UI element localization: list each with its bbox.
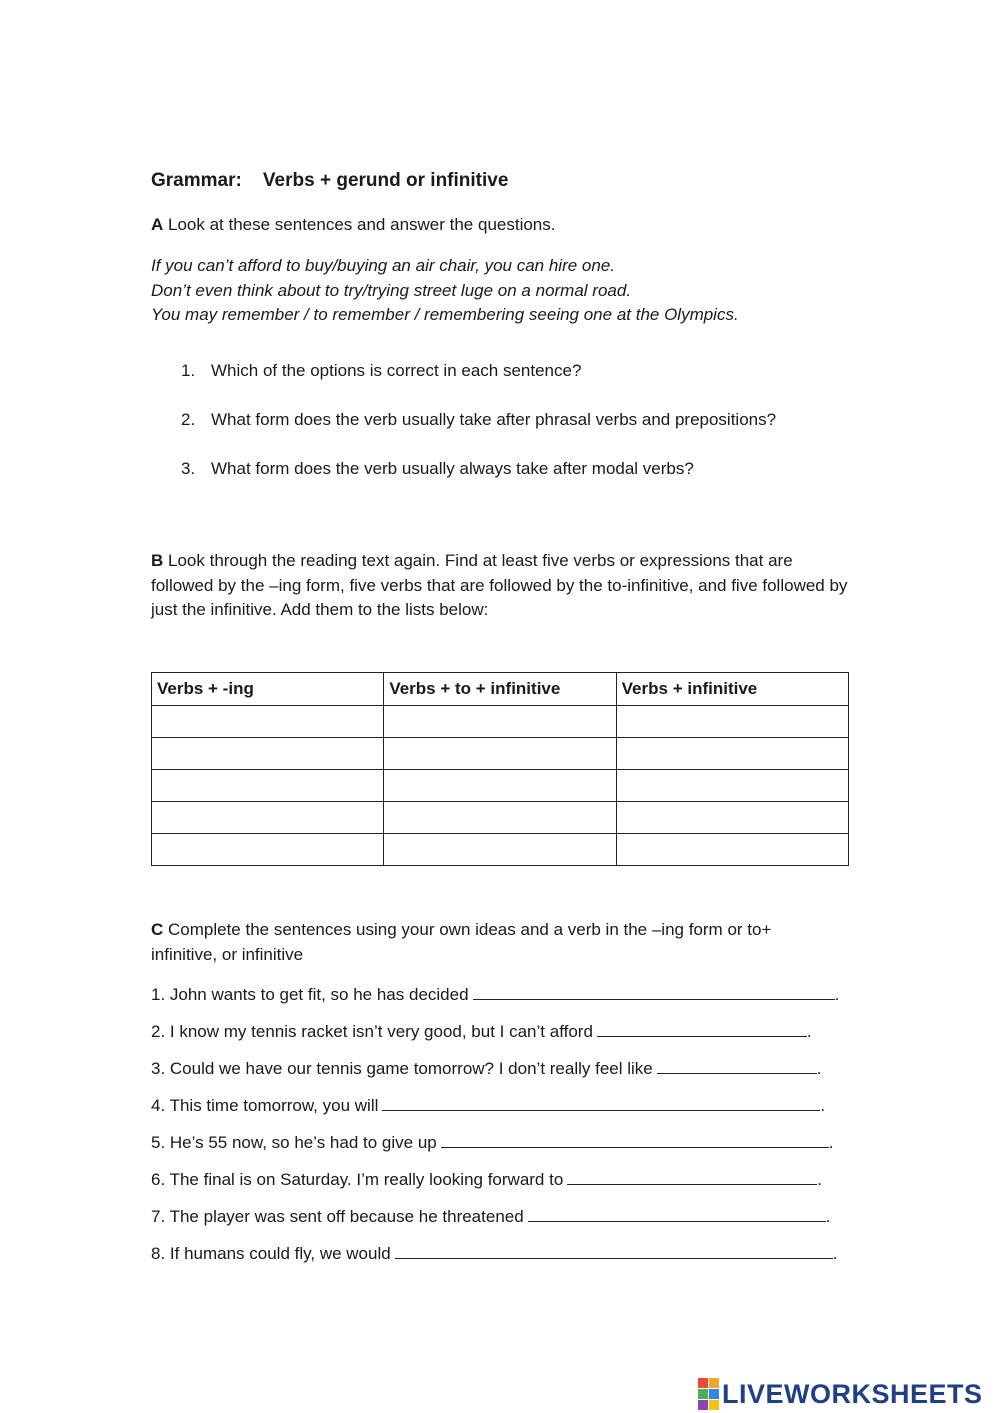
answer-blank[interactable]: [441, 1131, 829, 1148]
section-c-instruction: [151, 918, 841, 967]
completion-sentence: [151, 983, 839, 1005]
example-sentence: Don’t even think about to try/trying street luge on a normal road.: [151, 280, 632, 300]
section-a-text: Look at these sentences and answer the questions.: [163, 215, 556, 234]
question-number: 2.: [181, 410, 196, 429]
answer-cell[interactable]: [152, 802, 384, 834]
table-row: [152, 834, 849, 866]
table-row: [152, 770, 849, 802]
table-header-to-infinitive: Verbs + to + infinitive: [384, 673, 616, 706]
completion-sentence: [151, 1094, 825, 1116]
table-row: [152, 738, 849, 770]
answer-cell[interactable]: [616, 738, 848, 770]
page-title: Grammar: Verbs + gerund or infinitive: [151, 170, 509, 191]
sentence-text: 6. The final is on Saturday. I’m really looking forward to: [151, 1170, 564, 1189]
answer-cell[interactable]: [152, 738, 384, 770]
answer-cell[interactable]: [384, 738, 616, 770]
table-row: [152, 706, 849, 738]
answer-cell[interactable]: [616, 770, 848, 802]
section-c-text: Complete the sentences using your own ideas and a verb in the –ing form or to+ infinitive, or infinitive: [151, 920, 772, 964]
sentence-period: .: [832, 1244, 838, 1263]
section-c-label: C: [151, 920, 164, 939]
section-b-text: Look through the reading text again. Find at least five verbs or expressions that are followed by the –ing form, five verbs that are followed by the to-infinitive, and five followed by just the infinitive. Add them to the lists below:: [151, 551, 848, 619]
sentence-text: 4. This time tomorrow, you will: [151, 1096, 379, 1115]
question-text: What form does the verb usually always take after modal verbs?: [211, 459, 694, 478]
example-sentences: [151, 254, 739, 328]
sentence-text: 8. If humans could fly, we would: [151, 1244, 391, 1263]
sentence-period: .: [820, 1096, 826, 1115]
answer-cell[interactable]: [384, 706, 616, 738]
answer-cell[interactable]: [616, 706, 848, 738]
completion-sentence: [151, 1168, 822, 1190]
answer-blank[interactable]: [395, 1242, 833, 1259]
answer-cell[interactable]: [616, 834, 848, 866]
answer-cell[interactable]: [384, 834, 616, 866]
completion-sentence: [151, 1205, 830, 1227]
example-sentence: If you can’t afford to buy/buying an air chair, you can hire one.: [151, 256, 616, 275]
section-a-instruction: [151, 213, 556, 238]
table-row: [152, 802, 849, 834]
answer-blank[interactable]: [567, 1168, 817, 1185]
example-sentence: You may remember / to remember / remembering seeing one at the Olympics.: [151, 305, 739, 324]
logo-text: LIVEWORKSHEETS: [722, 1378, 983, 1409]
sentence-period: .: [828, 1133, 834, 1152]
completion-sentence: [151, 1242, 837, 1264]
answer-blank[interactable]: [657, 1057, 817, 1074]
logo-mark-icon: [698, 1378, 719, 1410]
sentence-period: .: [817, 1170, 823, 1189]
sentence-text: 5. He’s 55 now, so he’s had to give up: [151, 1133, 437, 1152]
answer-cell[interactable]: [616, 802, 848, 834]
verbs-table: [151, 672, 849, 866]
table-header-ing: Verbs + -ing: [152, 673, 384, 706]
table-header-row: [152, 673, 849, 706]
completion-sentence: [151, 1057, 822, 1079]
sentence-period: .: [834, 985, 840, 1004]
sentence-period: .: [816, 1059, 822, 1078]
section-b-instruction: [151, 549, 851, 623]
sentence-period: .: [806, 1022, 812, 1041]
answer-blank[interactable]: [528, 1205, 826, 1222]
question-text: What form does the verb usually take after phrasal verbs and prepositions?: [211, 410, 777, 429]
completion-sentence: [151, 1131, 833, 1153]
question-number: 3.: [181, 459, 196, 478]
answer-cell[interactable]: [152, 706, 384, 738]
question-item: [181, 459, 694, 479]
question-text: Which of the options is correct in each sentence?: [211, 361, 582, 380]
sentence-text: 7. The player was sent off because he threatened: [151, 1207, 524, 1226]
answer-cell[interactable]: [384, 770, 616, 802]
answer-blank[interactable]: [473, 983, 835, 1000]
question-number: 1.: [181, 361, 196, 380]
section-a-label: A: [151, 215, 164, 234]
answer-blank[interactable]: [382, 1094, 820, 1111]
question-item: [181, 361, 581, 381]
sentence-text: 1. John wants to get fit, so he has decided: [151, 985, 469, 1004]
answer-cell[interactable]: [384, 802, 616, 834]
answer-cell[interactable]: [152, 834, 384, 866]
completion-sentence: [151, 1020, 812, 1042]
question-item: [181, 410, 776, 430]
liveworksheets-logo: [698, 1377, 983, 1411]
sentence-period: .: [825, 1207, 831, 1226]
section-b-label: B: [151, 551, 164, 570]
sentence-text: 2. I know my tennis racket isn’t very good, but I can’t afford: [151, 1022, 593, 1041]
answer-cell[interactable]: [152, 770, 384, 802]
sentence-text: 3. Could we have our tennis game tomorrow? I don’t really feel like: [151, 1059, 653, 1078]
answer-blank[interactable]: [597, 1020, 807, 1037]
table-header-infinitive: Verbs + infinitive: [616, 673, 848, 706]
